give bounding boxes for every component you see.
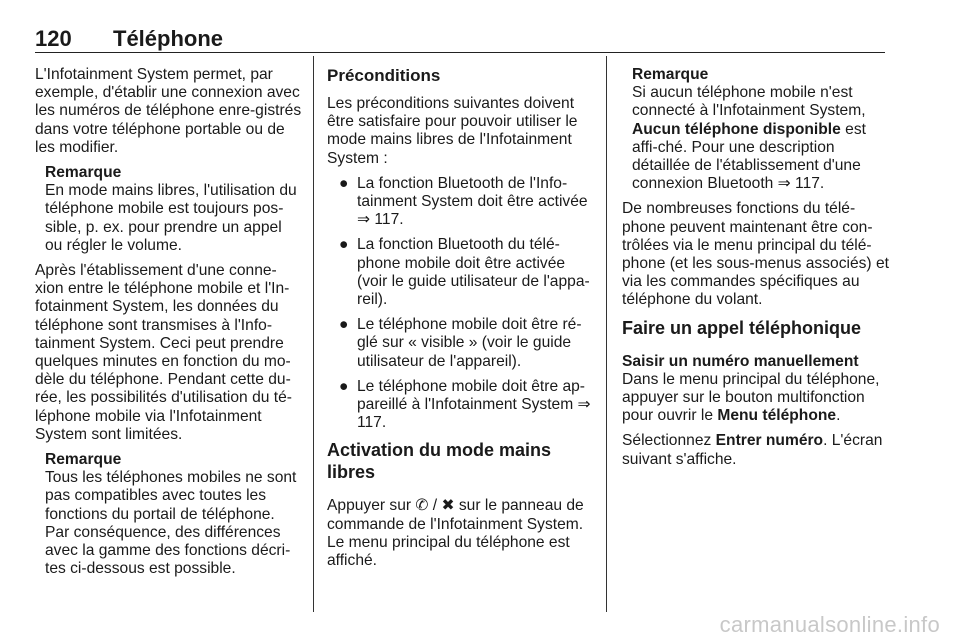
- note-bold-text: Aucun téléphone disponible: [632, 120, 841, 138]
- note-title: Remarque: [45, 164, 122, 182]
- chapter-title: Téléphone: [113, 26, 224, 51]
- list-item: [327, 175, 595, 230]
- note-box: [35, 164, 303, 255]
- note-text: Tous les téléphones mobiles ne sont pas compatibles avec toutes les fonctions du portail de téléphone. Par conséquence, des différences avec la gamme des fonctions décri-tes ci-dessous est possible.: [45, 469, 297, 578]
- note-text: est affi-ché. Pour une description détaillée de l'établissement d'une connexion Bluetooth ⇒ 117.: [632, 120, 866, 193]
- connection-paragraph: Après l'établissement d'une conne-xion entre le téléphone mobile et l'In-fotainment System, les données du téléphone sont transmises à l'Info-tainment System. Ceci peut prendre quelques minutes en fonction du mo-dèle du téléphone. Pendant cette du-rée, les possibilités d'utilisation du té-léphone mobile via l'Infotainment System sont limitées.: [35, 262, 292, 443]
- note-text: En mode mains libres, l'utilisation du téléphone mobile est toujours pos-sible, p. ex. pour prendre un appel ou régler le volume.: [45, 182, 297, 254]
- section-heading-activation: Activation du mode mains libres: [327, 440, 552, 483]
- section-heading-call: Faire un appel téléphonique: [622, 317, 862, 338]
- activation-paragraph: Appuyer sur ✆ / ✖ sur le panneau de commande de l'Infotainment System. Le menu principal du téléphone est affiché.: [327, 497, 584, 570]
- note-title: Remarque: [632, 66, 709, 83]
- bullet-icon: ●: [339, 236, 349, 254]
- list-item-text: Le téléphone mobile doit être ré-glé sur « visible » (voir le guide utilisateur de l'appareil).: [357, 316, 582, 370]
- column-divider: [313, 56, 314, 612]
- bullet-icon: ●: [339, 377, 349, 395]
- list-item-text: La fonction Bluetooth de l'Info-tainment System doit être activée ⇒ 117.: [357, 174, 588, 229]
- column-2: [327, 66, 595, 577]
- note-box: [622, 66, 890, 193]
- functions-paragraph: De nombreuses fonctions du télé-phone peuvent maintenant être con-trôlées via le menu principal du télé-phone (et les sous-menus associés) et via les commandes spécifiques au téléphone du volant.: [622, 200, 889, 309]
- menu-name: Menu téléphone: [717, 407, 837, 425]
- option-name: Entrer numéro: [715, 432, 824, 450]
- page-number: 120: [35, 26, 72, 51]
- bullet-icon: ●: [339, 316, 349, 334]
- list-item: [327, 378, 595, 433]
- subsection-heading-manual: Saisir un numéro manuellement: [622, 352, 859, 370]
- section-heading-preconditions: Préconditions: [327, 66, 441, 85]
- preconditions-paragraph: Les préconditions suivantes doivent être satisfaire pour pouvoir utiliser le mode mains libres de l'Infotainment System :: [327, 95, 578, 167]
- note-text: Si aucun téléphone mobile n'est connecté à l'Infotainment System,: [632, 84, 866, 120]
- bullet-icon: ●: [339, 174, 349, 192]
- list-item: [327, 316, 595, 371]
- select-paragraph: Sélectionnez Entrer numéro. L'écran suivant s'affiche.: [622, 432, 883, 468]
- column-divider: [606, 56, 607, 612]
- column-1: [35, 66, 303, 585]
- note-title: Remarque: [45, 451, 122, 469]
- manual-paragraph: Dans le menu principal du téléphone, appuyer sur le bouton multifonction pour ouvrir le Menu téléphone.: [622, 370, 880, 425]
- note-box: [35, 451, 303, 578]
- column-3: [622, 66, 890, 476]
- intro-paragraph: L'Infotainment System permet, par exemple, d'établir une connexion avec les numéros de téléphone enre-gistrés dans votre téléphone portable ou de les modifier.: [35, 66, 302, 156]
- list-item-text: Le téléphone mobile doit être ap-pareillé à l'Infotainment System ⇒ 117.: [357, 377, 591, 432]
- watermark: carmanualsonline.info: [719, 612, 940, 637]
- list-item-text: La fonction Bluetooth du télé-phone mobile doit être activée (voir le guide utilisateur de l'appa-reil).: [357, 236, 590, 309]
- page-header: [35, 26, 885, 53]
- list-item: [327, 236, 595, 309]
